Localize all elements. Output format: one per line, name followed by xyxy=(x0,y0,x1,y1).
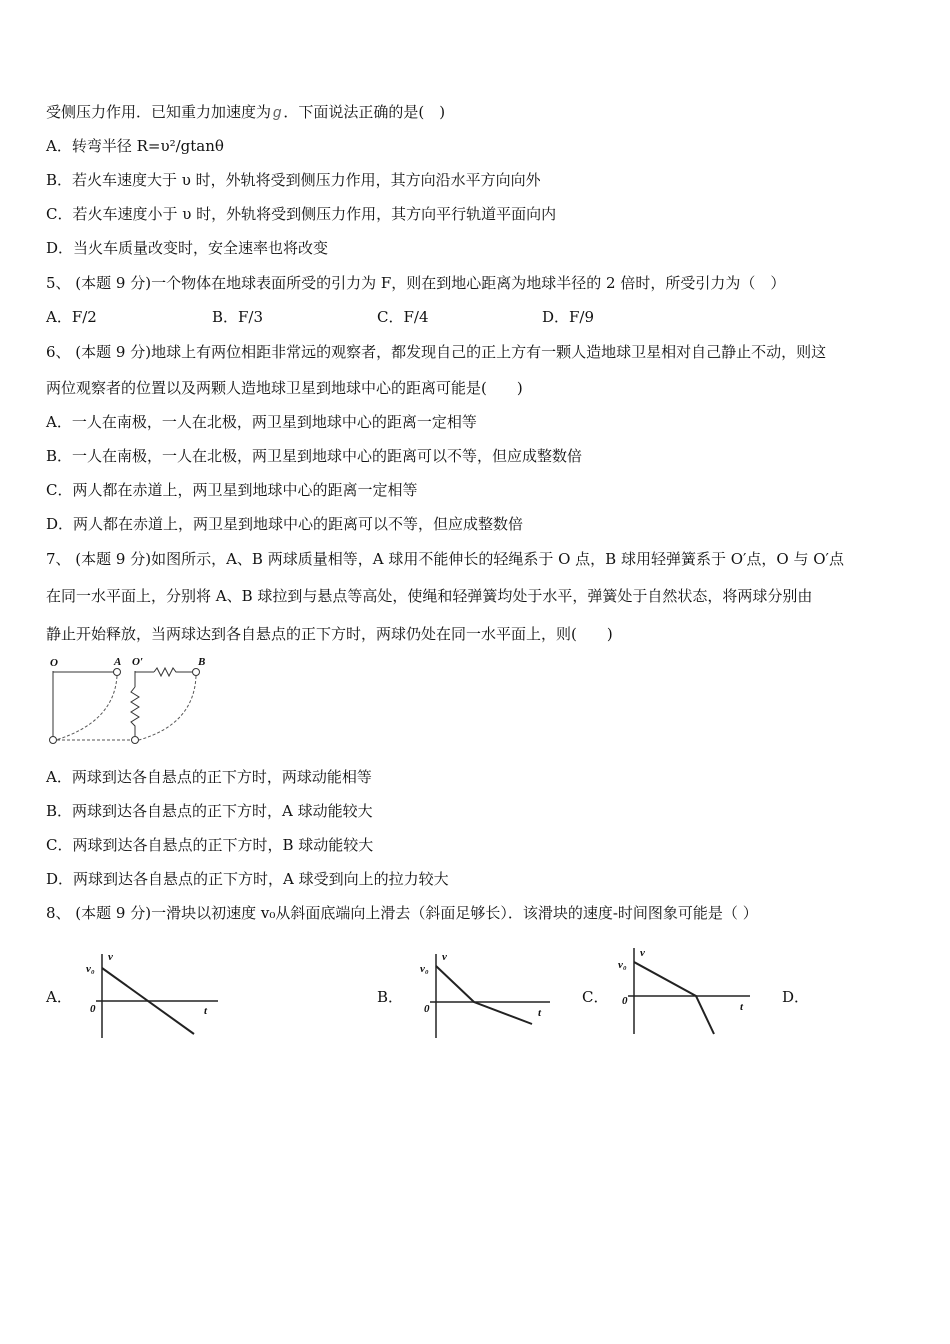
q6-option-a: A．一人在南极，一人在北极，两卫星到地球中心的距离一定相等 xyxy=(46,413,477,431)
graph-b-line xyxy=(436,966,532,1024)
q8-stem: 8、 (本题 9 分)一滑块以初速度 v₀从斜面底端向上滑去（斜面足够长）．该滑块的速度-时间图象可能是（ ） xyxy=(46,904,758,922)
q7-stem-line2: 在同一水平面上，分别将 A、B 球拉到与悬点等高处，使绳和轻弹簧均处于水平，弹簧处于自然状态，将两球分别由 xyxy=(46,587,813,605)
q4-option-b: B．若火车速度大于 υ 时，外轨将受到侧压力作用，其方向沿水平方向向外 xyxy=(46,171,541,189)
q8-option-d: D． xyxy=(782,988,810,1006)
q4-option-a: A．转弯半径 R=υ²/gtanθ xyxy=(46,137,224,155)
ball-b xyxy=(193,669,200,676)
q4-stem-text: 受侧压力作用．已知重力加速度为 xyxy=(46,103,272,121)
graph-b-zero-label: 0 xyxy=(424,1003,430,1015)
q7-option-d: D．两球到达各自悬点的正下方时，A 球受到向上的拉力较大 xyxy=(46,870,449,888)
graph-c-v-label: v xyxy=(640,947,645,959)
spring-vertical xyxy=(131,687,139,736)
graph-c-t-label: t xyxy=(740,1001,744,1013)
graph-b-t-label: t xyxy=(538,1007,542,1019)
q7-option-b: B．两球到达各自悬点的正下方时，A 球动能较大 xyxy=(46,802,373,820)
q6-option-b: B．一人在南极，一人在北极，两卫星到地球中心的距离可以不等，但应成整数倍 xyxy=(46,447,583,465)
q8-option-b: B． xyxy=(377,988,404,1006)
graph-a xyxy=(84,946,224,1040)
graph-a-v0-label: v₀ xyxy=(86,963,95,975)
ball-a-bottom xyxy=(50,737,57,744)
q5-stem: 5、 (本题 9 分)一个物体在地球表面所受的引力为 F，则在到地心距离为地球半径的 2 倍时，所受引力为（ ） xyxy=(46,274,786,292)
q4-stem xyxy=(46,102,445,123)
q6-stem-line1: 6、 (本题 9 分)地球上有两位相距非常远的观察者，都发现自己的正上方有一颗人造地球卫星相对自己静止不动，则这 xyxy=(46,343,827,361)
q6-option-d: D．两人都在赤道上，两卫星到地球中心的距离可以不等，但应成整数倍 xyxy=(46,515,524,533)
q7-stem-line3: 静止开始释放，当两球达到各自悬点的正下方时，两球仍处在同一水平面上，则( ) xyxy=(46,625,613,643)
q7-stem-line1: 7、 (本题 9 分)如图所示，A、B 两球质量相等，A 球用不能伸长的轻绳系于 O 点，B 球用轻弹簧系于 O′点，O 与 O′点 xyxy=(46,550,844,568)
graph-b-v0-label: v₀ xyxy=(420,963,429,975)
q4-stem-end: ．下面说法正确的是( ) xyxy=(283,103,446,121)
graph-b-v-label: v xyxy=(442,951,447,963)
ball-b-bottom xyxy=(132,737,139,744)
graph-c-v0-label: v₀ xyxy=(618,959,627,971)
label-a: A xyxy=(114,656,122,668)
q8-option-c: C． xyxy=(582,988,609,1006)
q5-option-b: B．F/3 xyxy=(212,308,264,326)
ball-a xyxy=(114,669,121,676)
q8-option-a: A． xyxy=(46,988,72,1006)
graph-a-t-label: t xyxy=(204,1005,208,1017)
path-b xyxy=(139,676,196,740)
q6-option-c: C．两人都在赤道上，两卫星到地球中心的距离一定相等 xyxy=(46,481,418,499)
q7-option-c: C．两球到达各自悬点的正下方时，B 球动能较大 xyxy=(46,836,374,854)
q5-option-d: D．F/9 xyxy=(542,308,595,326)
graph-a-zero-label: 0 xyxy=(90,1003,96,1015)
q5-option-c: C．F/4 xyxy=(377,308,429,326)
graph-a-v-label: v xyxy=(108,951,113,963)
spring-horizontal xyxy=(154,668,192,676)
path-a xyxy=(56,676,117,740)
graph-c-zero-label: 0 xyxy=(622,995,628,1007)
label-o-prime: O′ xyxy=(132,656,144,668)
graph-c xyxy=(616,940,756,1040)
q4-option-c: C．若火车速度小于 υ 时，外轨将受到侧压力作用，其方向平行轨道平面向内 xyxy=(46,205,557,223)
q7-option-a: A．两球到达各自悬点的正下方时，两球动能相等 xyxy=(46,768,372,786)
graph-b xyxy=(418,946,558,1040)
q5-option-a: A．F/2 xyxy=(46,308,97,326)
label-b: B xyxy=(198,656,206,668)
pendulum-spring-figure xyxy=(44,652,224,752)
q4-option-d: D．当火车质量改变时，安全速率也将改变 xyxy=(46,239,329,257)
g-symbol: g xyxy=(273,104,282,121)
graph-c-line xyxy=(634,962,714,1034)
label-o: O xyxy=(50,657,58,669)
q6-stem-line2: 两位观察者的位置以及两颗人造地球卫星到地球中心的距离可能是( ) xyxy=(46,379,523,397)
